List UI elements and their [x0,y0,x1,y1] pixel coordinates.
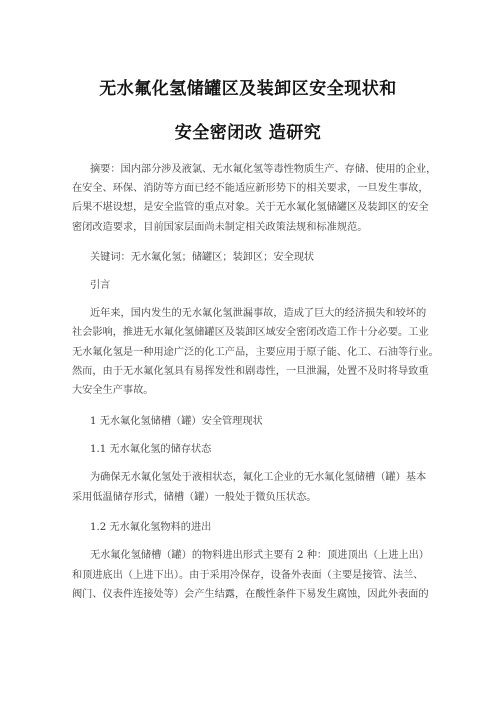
abstract-line: 摘要：国内部分涉及液氯、无水氟化氢等毒性物质生产、存储、使用的企业， [90,164,437,175]
document-title-line-2: 安全密闭改 造研究 [174,123,322,143]
intro-line: 近年来，国内发生的无水氟化氢泄漏事故，造成了巨大的经济损失和较坏的 [90,308,427,319]
section-1-2-line: 和顶进底出（上进下出）。由于采用冷保存，设备外表面（主要是接管、法兰、 [72,570,424,581]
section-1-heading: 1 无水氟化氢储槽（罐）安全管理现状 [90,416,263,427]
intro-heading: 引言 [90,280,111,291]
keywords: 关键词：无水氟化氢；储罐区；装卸区；安全现状 [90,252,315,263]
section-1-2-line: 无水氟化氢储槽（罐）的物料进出形式主要有 2 种：顶进顶出（上进上出） [90,550,429,561]
section-1-1-line: 为确保无水氟化氢处于液相状态，氟化工企业的无水氟化氢储槽（罐）基本 [90,472,427,483]
section-1-2-line: 阀门、仪表件连接处等）会产生结露，在酸性条件下易发生腐蚀，因此外表面的 [72,589,429,600]
abstract-line: 密闭改造要求，目前国家层面尚未制定相关政策法规和标准规范。 [72,222,368,233]
abstract-line: 后果不堪设想，是安全监管的重点对象。关于无水氟化氢储罐区及装卸区的安全 [72,202,429,213]
intro-line: 大安全生产事故。 [72,385,154,396]
section-1-2-heading: 1.2 无水氟化氢物料的进出 [90,522,212,533]
abstract-line: 在安全、环保、消防等方面已经不能适应新形势下的相关要求，一旦发生事故， [72,183,429,194]
intro-line: 社会影响，推进无水氟化氢储罐区及装卸区域安全密闭改造工作十分必要。工业 [72,327,429,338]
intro-line: 无水氟化氢是一种用途广泛的化工产品，主要应用于原子能、化工、石油等行业。 [72,347,439,358]
section-1-1-line: 采用低温储存形式，储槽（罐）一般处于微负压状态。 [72,492,317,503]
section-1-1-heading: 1.1 无水氟化氢的储存状态 [90,444,212,455]
document-title-line-1: 无水氟化氢储罐区及装卸区安全现状和 [99,79,397,99]
intro-line: 然而，由于无水氟化氢具有易挥发性和剧毒性，一旦泄漏，处置不及时将导致重 [72,366,429,377]
